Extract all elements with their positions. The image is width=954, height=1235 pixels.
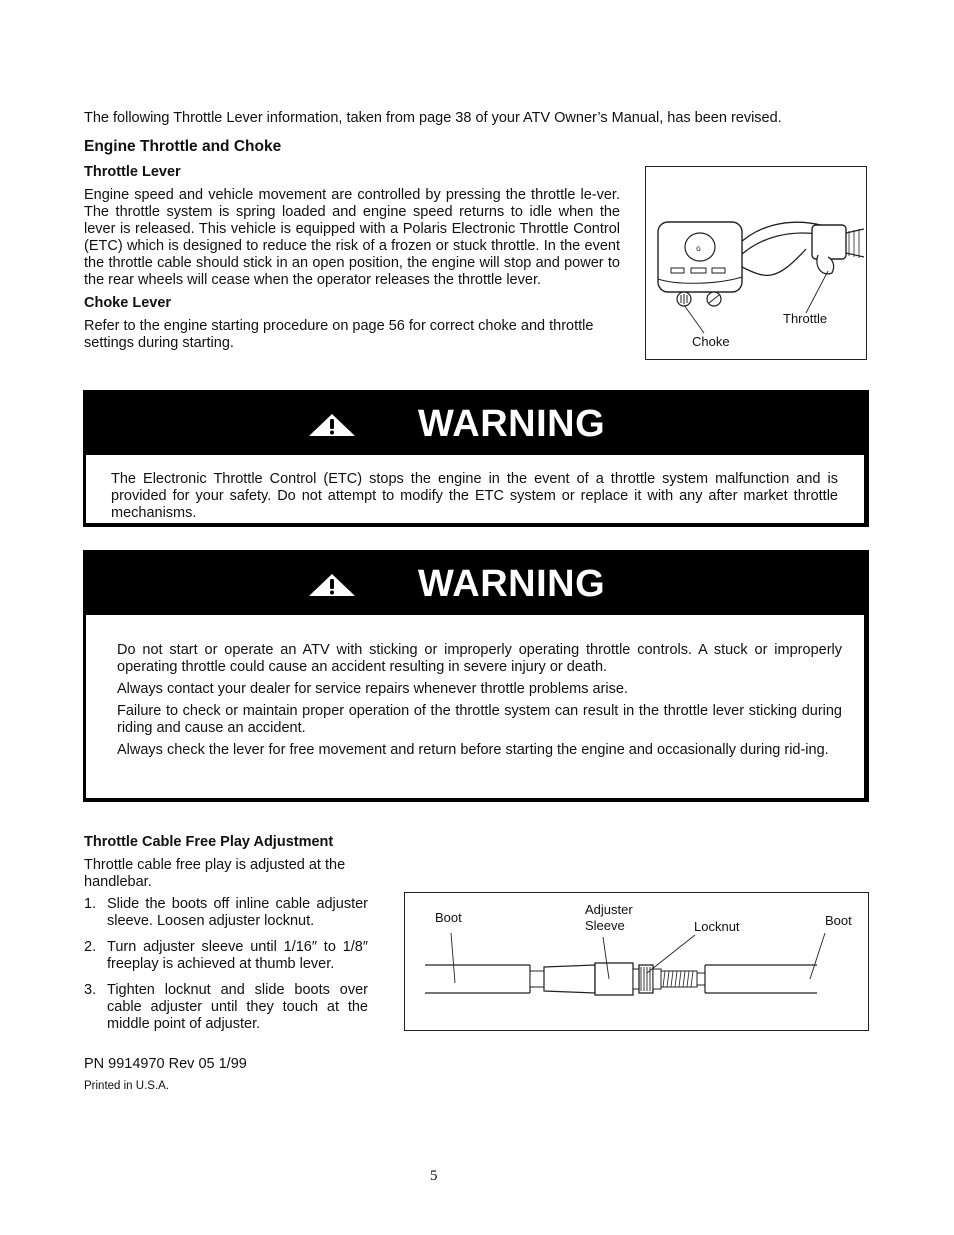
warning-triangle-icon [308, 413, 356, 437]
warning-etc-text: The Electronic Throttle Control (ETC) stops the engine in the event of a throttle system malfunction and is provided for your safety. Do not attempt to modify the ETC system or replace it with any after market throttle mechanisms. [111, 471, 838, 521]
warning-banner [86, 393, 864, 455]
part-number: PN 9914970 Rev 05 1/99 [84, 1056, 247, 1072]
step-number: 2. [84, 939, 97, 955]
handlebar-figure [645, 166, 867, 360]
free-play-intro: Throttle cable free play is adjusted at the handlebar. [84, 857, 346, 890]
step-text: Turn adjuster sleeve until 1/16″ to 1/8″ freeplay is achieved at thumb lever. [107, 939, 368, 972]
step-text: Slide the boots off inline cable adjuster sleeve. Loosen adjuster locknut. [107, 896, 368, 929]
choke-lever-text: Refer to the engine starting procedure on page 56 for correct choke and throttle settings during starting. [84, 318, 594, 351]
boot-right-label: Boot [825, 913, 852, 928]
warning-paragraph: Do not start or operate an ATV with sticking or improperly operating throttle controls. A stuck or improperly operating throttle could cause an accident resulting in severe injury or death. [117, 642, 842, 675]
handlebar-illustration [646, 167, 865, 358]
adjuster-label-line1: Adjuster [585, 902, 633, 917]
throttle-lever-text: Engine speed and vehicle movement are controlled by pressing the throttle le-ver. The throttle system is spring loaded and engine speed returns to idle when the lever is released. This vehicle is equipped with a Polaris Electronic Throttle Control (ETC) which is designed to reduce the risk of a frozen or stuck throttle. In the event the throttle cable should stick in an open position, the engine will stop and power to the rear wheels will cease when the operator releases the throttle lever. [84, 187, 620, 288]
warning-banner [86, 553, 864, 615]
cable-adjuster-figure [404, 892, 869, 1031]
throttle-lever-heading: Throttle Lever [84, 164, 181, 180]
svg-text:ɢ: ɢ [696, 244, 702, 253]
choke-lever-heading: Choke Lever [84, 295, 172, 311]
step-number: 3. [84, 982, 97, 998]
warning-paragraph: Always check the lever for free movement and return before starting the engine and occasionally during rid-ing. [117, 742, 829, 758]
throttle-callout-label: Throttle [783, 311, 828, 326]
throttle-lever-section [84, 164, 620, 352]
warning-paragraph: Always contact your dealer for service repairs whenever throttle problems arise. [117, 681, 628, 697]
warning-title: WARNING [418, 563, 606, 605]
step-item [84, 939, 368, 973]
printed-in: Printed in U.S.A. [84, 1080, 170, 1092]
section-title: Engine Throttle and Choke [84, 138, 282, 155]
step-number: 1. [84, 896, 97, 912]
warning-title: WARNING [418, 403, 606, 445]
step-text: Tighten locknut and slide boots over cable adjuster until they touch at the middle point of adjuster. [107, 982, 368, 1032]
free-play-section [84, 834, 368, 1042]
free-play-steps [84, 896, 368, 1033]
intro-text: The following Throttle Lever information, taken from page 38 of your ATV Owner’s Manual, has been revised. [84, 110, 782, 126]
warning-triangle-icon [308, 573, 356, 597]
page-number: 5 [430, 1168, 438, 1184]
warning-box-etc [83, 390, 869, 527]
choke-callout-label: Choke [692, 334, 730, 349]
warning-box-throttle [83, 550, 869, 802]
cable-adjuster-illustration [405, 893, 867, 1029]
warning-paragraph: Failure to check or maintain proper operation of the throttle system can result in the throttle lever sticking during riding and cause an accident. [117, 703, 842, 736]
locknut-label: Locknut [694, 919, 740, 934]
free-play-heading: Throttle Cable Free Play Adjustment [84, 834, 334, 850]
adjuster-label-line2: Sleeve [585, 918, 625, 933]
boot-left-label: Boot [435, 910, 462, 925]
step-item [84, 896, 368, 930]
step-item [84, 982, 368, 1033]
